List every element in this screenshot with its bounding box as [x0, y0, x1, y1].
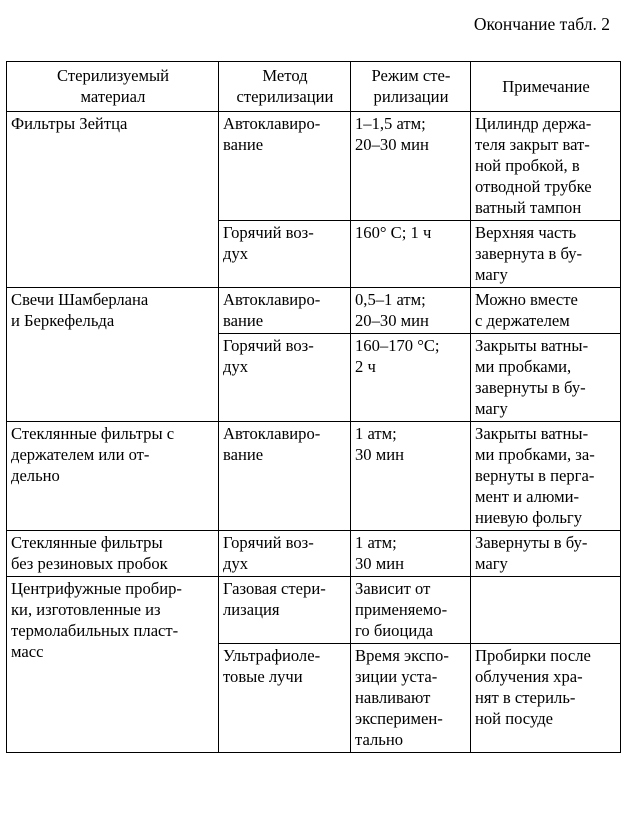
- table-caption: Окончание табл. 2: [473, 14, 610, 34]
- table-row: [7, 577, 621, 644]
- cell-material: Центрифужные пробир- ки, изготовленные из термолабильных пласт- масс: [7, 577, 219, 753]
- table-row: [7, 422, 621, 531]
- table-row: [7, 288, 621, 334]
- cell-method: Горячий воз- дух: [219, 221, 351, 288]
- cell-note: Пробирки после облучения хра- нят в стериль- ной посуде: [471, 644, 621, 753]
- sterilization-table: [6, 61, 621, 753]
- cell-method: Горячий воз- дух: [219, 531, 351, 577]
- cell-method: Газовая стери- лизация: [219, 577, 351, 644]
- cell-method: Автоклавиро- вание: [219, 112, 351, 221]
- cell-mode: 1 атм; 30 мин: [351, 422, 471, 531]
- cell-method: Горячий воз- дух: [219, 334, 351, 422]
- cell-mode: 0,5–1 атм; 20–30 мин: [351, 288, 471, 334]
- cell-mode: 1 атм; 30 мин: [351, 531, 471, 577]
- table-row: [7, 531, 621, 577]
- cell-material: Фильтры Зейтца: [7, 112, 219, 288]
- header-row: [7, 62, 621, 112]
- cell-method: Ультрафиоле- товые лучи: [219, 644, 351, 753]
- cell-mode: Зависит от применяемо- го биоцида: [351, 577, 471, 644]
- header-note: Примечание: [471, 62, 621, 112]
- cell-mode: 1–1,5 атм; 20–30 мин: [351, 112, 471, 221]
- cell-method: Автоклавиро- вание: [219, 422, 351, 531]
- cell-note: Можно вместе с держателем: [471, 288, 621, 334]
- cell-material: Свечи Шамберлана и Беркефельда: [7, 288, 219, 422]
- header-mode: Режим сте- рилизации: [351, 62, 471, 112]
- cell-mode: Время экспо- зиции уста- навливают эксперимен- тально: [351, 644, 471, 753]
- cell-note: Закрыты ватны- ми пробками, завернуты в бу- магу: [471, 334, 621, 422]
- header-method: Метод стерилизации: [219, 62, 351, 112]
- cell-material: Стеклянные фильтры без резиновых пробок: [7, 531, 219, 577]
- cell-note: Цилиндр держа- теля закрыт ват- ной пробкой, в отводной трубке ватный тампон: [471, 112, 621, 221]
- cell-method: Автоклавиро- вание: [219, 288, 351, 334]
- cell-mode: 160–170 °С; 2 ч: [351, 334, 471, 422]
- cell-mode: 160° С; 1 ч: [351, 221, 471, 288]
- table-row: [7, 112, 621, 221]
- cell-note: Закрыты ватны- ми пробками, за- вернуты в перга- мент и алюми- ниевую фольгу: [471, 422, 621, 531]
- cell-note: Верхняя часть завернута в бу- магу: [471, 221, 621, 288]
- header-material: Стерилизуемый материал: [7, 62, 219, 112]
- cell-material: Стеклянные фильтры с держателем или от- дельно: [7, 422, 219, 531]
- cell-note: Завернуты в бу- магу: [471, 531, 621, 577]
- cell-note: [471, 577, 621, 644]
